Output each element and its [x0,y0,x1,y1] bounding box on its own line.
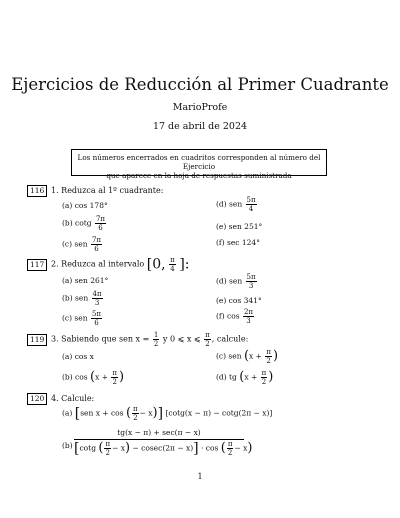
q3-item-a: (a) cos x [62,352,94,361]
q2-interval-num: π [170,256,175,264]
q4-b-paren2-close: ) [247,440,253,456]
q4-a-two: 2 [133,414,138,422]
q3-b-fraction [111,369,118,386]
q3-n1: 1 [153,331,159,339]
q3-text-b: y 0 ⩽ x ⩽ [162,334,201,344]
q4-a-paren-close: ) [152,405,158,421]
q4-b-den2: − cosec(2π − x) [132,443,194,453]
q3-fraction-half [153,331,159,348]
q4-item-b [74,428,253,457]
q2-d-num: 5π [246,273,256,281]
q3-b-xplus: x + [95,372,108,382]
document-date: 17 de abril de 2024 [152,121,248,132]
q2-b-num: 4π [92,290,102,298]
exercise-number-119: 119 [27,334,47,346]
q2-c-den: 6 [94,319,99,327]
q4-a-bracket-open: [ [74,405,81,422]
q1-b-den: 6 [98,224,103,232]
q2-interval-den: 4 [170,265,175,273]
q2-item-d [216,273,258,290]
q4-b-two-1: 2 [105,449,110,457]
q4-b-den1: cotg [79,443,96,453]
notice-line-1: Los números encerrados en cuadritos corresponden al número del Ejercicio [77,153,321,171]
q3-b-paren-open: ( [90,369,96,385]
q1-item-e: (e) sen 251° [216,222,263,231]
q4-b-label: (b) [62,441,73,450]
q2-b-label: (b) sen [62,293,89,303]
q2-interval-close: ]: [179,256,190,273]
q3-d-paren-close: ) [268,369,274,385]
q3-n2: π [205,331,210,339]
q2-item-e: (e) cos 341° [216,296,262,305]
q4-a-label: (a) [62,408,73,418]
q3-d-pi: π [261,369,267,377]
q3-c-pi: π [266,348,271,356]
q2-item-a: (a) sen 261° [62,276,109,285]
q1-b-num: 7π [95,215,106,223]
document-title: Ejercicios de Reducción al Primer Cuadrante [11,75,389,94]
q3-c-label: (c) sen [216,351,242,361]
q1-c-label: (c) sen [62,239,88,249]
q2-f-num: 2π [243,308,254,316]
q3-d-fraction [261,369,268,386]
q4-item-a [62,405,272,422]
q4-b-paren2-open: ( [220,440,226,456]
q4-b-minus-1: − x [112,443,125,453]
q4-b-fraction-2 [227,440,234,457]
q1-item-d [216,196,258,213]
q1-d-label: (d) sen [216,199,243,209]
q1-c-fraction [91,236,102,253]
q3-c-two: 2 [266,357,271,365]
q1-b-label: (b) cotg [62,218,92,228]
q3-b-paren-close: ) [118,369,125,385]
q3-c-paren-open: ( [243,348,250,364]
q3-b-label: (b) cos [62,372,88,382]
q2-c-label: (c) sen [62,313,88,323]
q1-b-fraction [95,215,106,232]
q4-b-paren1-close: ) [124,440,131,456]
q3-text-c: , calcule: [211,334,249,344]
q2-item-f [216,308,255,325]
q4-a-pi: π [133,405,138,413]
q4-b-fraction-1 [104,440,111,457]
exercise-number-116: 116 [27,185,47,197]
notice-line-2: que aparece en la hoja de respuestas suministrada [106,171,292,180]
q3-d-label: (d) tg [216,372,237,382]
q2-f-fraction [243,308,254,325]
q4-b-bracket-open: [ [74,440,80,457]
q2-d-den: 3 [248,282,254,290]
q1-d-den: 4 [248,205,254,213]
q4-b-two-2: 2 [227,449,233,457]
q3-b-pi: π [112,369,117,377]
notice-box [71,149,327,180]
q2-text: 2. Reduzca al intervalo [51,259,145,269]
q4-a-paren-open: ( [125,405,132,421]
q2-f-den: 3 [246,317,251,325]
q1-item-b [62,215,107,232]
q3-c-fraction [265,348,272,365]
q4-b-bracket-close: ] [193,440,199,457]
q4-a-part2: [cotg(x − π) − cotg(2π − x)] [165,408,273,418]
q2-d-fraction [246,273,257,290]
q1-c-num: 7π [91,236,102,244]
q4-b-den3: · cos [201,443,219,453]
q3-d-paren-open: ( [239,369,245,385]
q4-a-bracket-close: ] [157,405,164,422]
document-author: MarioProfe [172,102,228,113]
q2-b-den: 3 [94,299,100,307]
q4-a-fraction [132,405,139,422]
question-2-text [51,256,190,273]
q4-b-minus-2: − x [234,443,248,453]
q3-item-c [216,348,278,365]
q2-interval-open: [0, [146,256,166,273]
exercise-number-117: 117 [27,259,47,271]
q3-d-two: 2 [261,378,267,386]
q4-b-numerator: tg(x − π) + sec(π − x) [74,428,244,440]
q4-a-part1: sen x + cos [80,408,124,418]
q3-fraction-pi2 [204,331,211,348]
q2-item-b [62,290,104,307]
q4-a-minus-x: − x [139,408,153,418]
q4-b-pi-1: π [105,440,111,448]
exercise-number-120: 120 [27,393,47,405]
q1-item-c [62,236,103,253]
q1-item-f: (f) sec 124° [216,238,260,247]
q3-c-paren-close: ) [272,348,279,364]
q3-c-xplus: x + [249,351,262,361]
question-3-text [51,331,248,348]
q4-b-denominator [74,440,253,457]
q2-b-fraction [92,290,103,307]
q3-d-xplus: x + [244,372,258,382]
q1-d-fraction [246,196,257,213]
question-1-text: 1. Reduzca al 1º cuadrante: [51,186,164,195]
q2-c-num: 5π [91,310,102,318]
q2-item-c [62,310,103,327]
q3-d1: 2 [153,340,159,348]
q3-d2: 2 [205,340,210,348]
q2-interval-fraction [169,256,176,273]
page-number: 1 [197,472,203,481]
question-4-text: 4. Calcule: [51,394,95,403]
q4-b-pi-2: π [227,440,233,448]
q3-text-a: 3. Sabiendo que sen x = [51,334,150,344]
q1-d-num: 5π [246,196,256,204]
q1-c-den: 6 [94,245,99,253]
q4-b-paren1-open: ( [98,440,104,456]
q3-item-d [216,369,273,386]
q2-d-label: (d) sen [216,276,243,286]
q2-c-fraction [91,310,102,327]
q3-b-two: 2 [112,378,117,386]
q1-item-a: (a) cos 178° [62,201,108,210]
q2-f-label: (f) cos [216,311,240,321]
q3-item-b [62,369,124,386]
